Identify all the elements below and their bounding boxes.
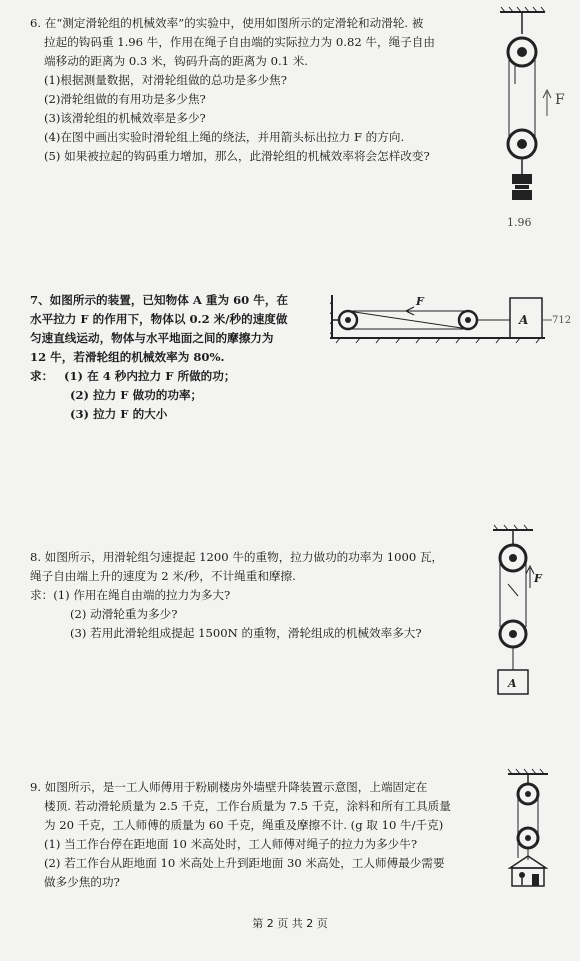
q9-pulley-figure (500, 768, 560, 893)
q7-ask-label: 求： (30, 369, 54, 383)
q8-sub-2: (2) 动滑轮重为多少? (70, 607, 178, 621)
q7-fig-note: 712 (552, 315, 572, 326)
question-7 (30, 291, 330, 424)
q7-line-3: 匀速直线运动，物体与水平地面之间的摩擦力为 (30, 331, 274, 345)
q8-pulley-figure (488, 524, 548, 704)
q6-line-3: 端移动的距离为 0.3 米，钩码升高的距离为 0.1 米. (44, 54, 308, 68)
q6-sub-1: (1)根据测量数据，对滑轮组做的总功是多少焦? (44, 73, 287, 87)
q6-line-1: 6. 在“测定滑轮组的机械效率”的实验中，使用如图所示的定滑轮和动滑轮. 被 (30, 16, 424, 30)
q7-line-2: 水平拉力 F 的作用下，物体以 0.2 米/秒的速度做 (30, 312, 288, 326)
q6-sub-4: (4)在图中画出实验时滑轮组上绳的绕法，并用箭头标出拉力 F 的方向. (44, 130, 405, 144)
q9-sub-2: (2) 若工作台从距地面 10 米高处上升到距地面 30 米高处，工人师傅最少需要 (44, 856, 445, 870)
q6-pulley-figure (495, 4, 575, 236)
q8-fig-label-f: F (534, 572, 542, 585)
question-6 (30, 14, 500, 166)
q7-line-1: 7、如图所示的装置，已知物体 A 重为 60 牛，在 (30, 293, 289, 307)
q9-sub-3: 做多少焦的功? (44, 875, 120, 889)
q9-line-2: 楼顶. 若动滑轮质量为 2.5 千克，工作台质量为 7.5 千克，涂料和所有工具质量 (44, 799, 451, 813)
question-9 (30, 778, 500, 892)
q7-sub-1: (1) 在 4 秒内拉力 F 所做的功； (64, 369, 236, 383)
q9-line-1: 9. 如图所示，是一工人师傅用于粉刷楼房外墙壁升降装置示意图，上端固定在 (30, 780, 428, 794)
q6-sub-5: (5) 如果被拉起的钩码重力增加，那么，此滑轮组的机械效率将会怎样改变? (44, 149, 430, 163)
q8-sub-3: (3) 若用此滑轮组成提起 1500N 的重物，滑轮组成的机械效率多大? (70, 626, 422, 640)
q7-sub-2: (2) 拉力 F 做功的功率； (70, 388, 203, 402)
q7-pulley-figure (330, 290, 575, 350)
q9-sub-1: (1) 当工作台停在距地面 10 米高处时，工人师傅对绳子的拉力为多少牛? (44, 837, 418, 851)
q6-sub-3: (3)该滑轮组的机械效率是多少? (44, 111, 206, 125)
q7-sub-3: (3) 拉力 F 的大小 (70, 407, 168, 421)
q6-line-2: 拉起的钩码重 1.96 牛，作用在绳子自由端的实际拉力为 0.82 牛，绳子自由 (44, 35, 435, 49)
q8-line-1: 8. 如图所示，用滑轮组匀速提起 1200 牛的重物，拉力做功的功率为 1000 瓦， (30, 550, 444, 564)
q7-fig-label-a: A (519, 313, 529, 327)
q9-line-3: 为 20 千克，工人师傅的质量为 60 千克，绳重及摩擦不计. (g 取 10 牛/千克) (44, 818, 444, 832)
q7-line-4: 12 牛，若滑轮组的机械效率为 80%. (30, 350, 225, 364)
question-8 (30, 548, 490, 643)
q7-fig-label-f: F (416, 295, 424, 308)
q8-line-2: 绳子自由端上升的速度为 2 米/秒，不计绳重和摩擦. (30, 569, 296, 583)
q8-sub-1: 求：(1) 作用在绳自由端的拉力为多大? (30, 588, 231, 602)
q8-fig-label-a: A (508, 677, 517, 690)
q6-fig-label-f: F (555, 92, 565, 108)
q6-sub-2: (2)滑轮组做的有用功是多少焦? (44, 92, 206, 106)
q6-fig-label-weight: 1.96 (507, 216, 532, 229)
page-footer: 第 2 页 共 2 页 (252, 917, 328, 930)
